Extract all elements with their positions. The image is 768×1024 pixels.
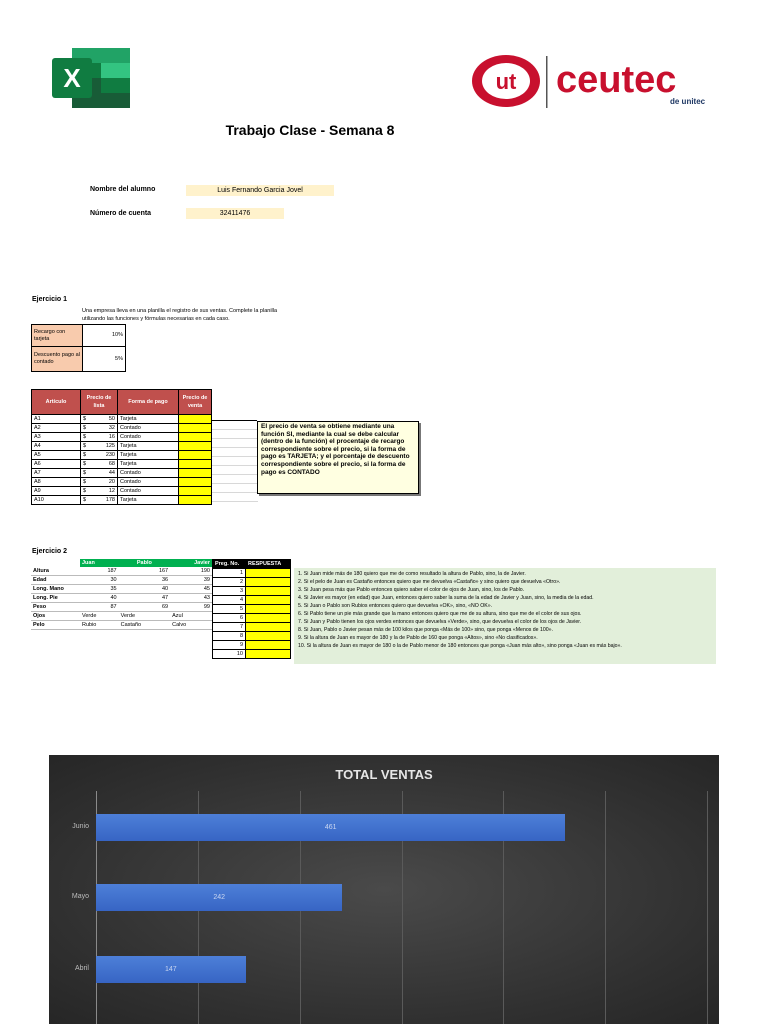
juan-value[interactable]: 35 xyxy=(80,585,119,594)
answer-cell[interactable] xyxy=(246,596,291,605)
table-row xyxy=(32,496,212,505)
price-cell[interactable]: 12 xyxy=(91,487,118,496)
gridline xyxy=(605,791,606,1024)
table-row xyxy=(213,623,291,632)
table-row xyxy=(32,487,212,496)
sale-price-cell[interactable] xyxy=(179,415,212,424)
rate-value[interactable]: 10% xyxy=(83,325,126,347)
pablo-value[interactable]: 167 xyxy=(119,567,171,576)
articulo-cell[interactable]: A3 xyxy=(32,433,81,442)
question-text: 8. Si Juan, Pablo o Javier pesan más de 100 kilos que ponga «Más de 100» sino, que ponga «Menos de 100». xyxy=(298,627,553,633)
sale-price-cell[interactable] xyxy=(179,424,212,433)
question-text: 3. Si Juan pesa más que Pablo entonces quiero saber el color de ojos de Juan, sino, los de Pablo. xyxy=(298,587,525,593)
articulo-cell[interactable]: A9 xyxy=(32,487,81,496)
attribute-label: Edad xyxy=(31,576,80,585)
attribute-label: Pelo xyxy=(31,621,80,630)
javier-value[interactable]: 99 xyxy=(170,603,212,612)
name-pablo: Pablo xyxy=(119,559,171,567)
answer-cell[interactable] xyxy=(246,578,291,587)
col-header-forma-pago: Forma de pago xyxy=(118,390,179,415)
sale-price-cell[interactable] xyxy=(179,469,212,478)
svg-text:X: X xyxy=(63,63,81,93)
table-row xyxy=(32,460,212,469)
answers-table xyxy=(212,559,291,659)
javier-value[interactable]: Azul xyxy=(170,612,212,621)
question-text: 4. Si Javier es mayor (en edad) que Juan, entonces quiero saber la suma de la edad de Javier y Juan, sino, la media de la edad. xyxy=(298,595,594,601)
price-cell[interactable]: 44 xyxy=(91,469,118,478)
table-row xyxy=(32,415,212,424)
pablo-value[interactable]: 36 xyxy=(119,576,171,585)
question-number: 2 xyxy=(213,578,246,587)
table-row xyxy=(31,567,212,576)
question-text: 5. Si Juan o Pablo son Rubios entonces quiero que devuelva «OK», sino, «NO OK». xyxy=(298,603,493,609)
answer-cell[interactable] xyxy=(246,569,291,578)
payment-cell[interactable]: Contado xyxy=(118,433,179,442)
answer-cell[interactable] xyxy=(246,641,291,650)
bar-abril xyxy=(96,956,246,983)
bar-value-label: 242 xyxy=(213,894,226,901)
currency-cell[interactable]: $ xyxy=(81,460,92,469)
question-number: 6 xyxy=(213,614,246,623)
ex1-desc-line1: Una empresa lleva en una planilla el registro de sus ventas. Complete la planilla xyxy=(82,308,278,314)
answer-cell[interactable] xyxy=(246,632,291,641)
sale-price-cell[interactable] xyxy=(179,478,212,487)
question-text: 10. Si la altura de Juan es mayor de 180 o la de Pablo menor de 180 entonces que ponga «Juan más alto», sino ponga «Juan es más bajo». xyxy=(298,643,622,649)
articulo-cell[interactable]: A1 xyxy=(32,415,81,424)
articulo-cell[interactable]: A4 xyxy=(32,442,81,451)
table-row xyxy=(32,478,212,487)
price-cell[interactable]: 50 xyxy=(91,415,118,424)
answer-cell[interactable] xyxy=(246,587,291,596)
people-table xyxy=(31,559,212,630)
payment-cell[interactable]: Tarjeta xyxy=(118,451,179,460)
category-label: Junio xyxy=(72,823,89,830)
category-label: Abril xyxy=(74,965,89,972)
sale-price-cell[interactable] xyxy=(179,433,212,442)
table-row xyxy=(32,469,212,478)
name-value: Luis Fernando Garcia Jovel xyxy=(186,185,334,196)
price-cell[interactable]: 178 xyxy=(91,496,118,505)
juan-value[interactable]: Verde xyxy=(80,612,119,621)
table-row xyxy=(31,585,212,594)
pablo-value[interactable]: Verde xyxy=(119,612,171,621)
currency-cell[interactable]: $ xyxy=(81,496,92,505)
attribute-label: Ojos xyxy=(31,612,80,621)
question-number: 7 xyxy=(213,623,246,632)
instruction-note: El precio de venta se obtiene mediante una función SI, mediante la cual se debe calcular (dentro de la función) el procentaje de recargo correspondiente sobre el precio, si la forma de pago es TARJETA; y el porcentaje de descuento correspondiente sobre el precio, si la forma de pago es CONTADO xyxy=(257,421,419,494)
table-row xyxy=(213,632,291,641)
bar-value-label: 461 xyxy=(324,824,337,831)
price-cell[interactable]: 125 xyxy=(91,442,118,451)
juan-value[interactable]: 187 xyxy=(80,567,119,576)
answer-cell[interactable] xyxy=(246,614,291,623)
question-number: 3 xyxy=(213,587,246,596)
table-row xyxy=(31,594,212,603)
articulo-cell[interactable]: A8 xyxy=(32,478,81,487)
attribute-label: Peso xyxy=(31,603,80,612)
table-row xyxy=(213,569,291,578)
logo-ceutec-text: ceutec xyxy=(556,59,677,101)
col-header-articulo: Artículo xyxy=(32,390,81,415)
price-cell[interactable]: 16 xyxy=(91,433,118,442)
questions-box xyxy=(294,568,716,664)
price-cell[interactable]: 68 xyxy=(91,460,118,469)
ex2-title: Ejercicio 2 xyxy=(32,548,68,555)
sale-price-cell[interactable] xyxy=(179,487,212,496)
ceutec-logo xyxy=(470,52,720,112)
currency-cell[interactable]: $ xyxy=(81,415,92,424)
account-value: 32411476 xyxy=(186,208,284,219)
currency-cell[interactable]: $ xyxy=(81,442,92,451)
question-number: 1 xyxy=(213,569,246,578)
payment-cell[interactable]: Contado xyxy=(118,478,179,487)
question-text: 7. Si Juan y Pablo tienen los ojos verdes entonces que devuelva «Verde», sino, que devuelva el color de los ojos de Javier. xyxy=(298,619,582,625)
table-row xyxy=(213,605,291,614)
rate-value[interactable]: 5% xyxy=(83,347,126,372)
answer-cell[interactable] xyxy=(246,650,291,659)
currency-cell[interactable]: $ xyxy=(81,433,92,442)
name-label: Nombre del alumno xyxy=(90,186,156,193)
answer-cell[interactable] xyxy=(246,605,291,614)
bar-value-label: 147 xyxy=(165,966,177,973)
table-row xyxy=(213,587,291,596)
question-text: 1. Si Juan mide más de 180 quiero que me de como resultado la altura de Pablo, sino, la de Javier. xyxy=(298,571,526,577)
empty-grid-cells xyxy=(212,421,258,510)
question-text: 6. Si Pablo tiene un pie más grande que la mano entonces quiero que me de su altura, sino que me de el color de sus ojos. xyxy=(298,611,582,617)
note-connector-line xyxy=(212,420,257,421)
payment-cell[interactable]: Tarjeta xyxy=(118,415,179,424)
sale-price-cell[interactable] xyxy=(179,496,212,505)
price-cell[interactable]: 20 xyxy=(91,478,118,487)
table-row xyxy=(213,614,291,623)
pablo-value[interactable]: 69 xyxy=(119,603,171,612)
currency-cell[interactable]: $ xyxy=(81,478,92,487)
question-number: 9 xyxy=(213,641,246,650)
payment-cell[interactable]: Contado xyxy=(118,424,179,433)
javier-value[interactable]: 190 xyxy=(170,567,212,576)
attribute-label: Long. Pie xyxy=(31,594,80,603)
bar-junio xyxy=(96,814,565,841)
currency-cell[interactable]: $ xyxy=(81,487,92,496)
javier-value[interactable]: 43 xyxy=(170,594,212,603)
logo-ut-text: ut xyxy=(495,69,517,94)
payment-cell[interactable]: Tarjeta xyxy=(118,442,179,451)
question-number: 5 xyxy=(213,605,246,614)
articulo-cell[interactable]: A6 xyxy=(32,460,81,469)
gridline xyxy=(707,791,708,1024)
excel-logo-icon xyxy=(52,48,132,108)
payment-cell[interactable]: Contado xyxy=(118,469,179,478)
table-row xyxy=(31,576,212,585)
juan-value[interactable]: 40 xyxy=(80,594,119,603)
payment-cell[interactable]: Contado xyxy=(118,487,179,496)
name-juan: Juan xyxy=(80,559,119,567)
table-row xyxy=(31,621,212,630)
preg-header: Preg. No. xyxy=(213,560,246,569)
question-number: 4 xyxy=(213,596,246,605)
resp-header: RESPUESTA xyxy=(246,560,291,569)
payment-cell[interactable]: Tarjeta xyxy=(118,460,179,469)
pablo-value[interactable]: 40 xyxy=(119,585,171,594)
col-header-precio-lista: Precio de lista xyxy=(81,390,118,415)
articulo-cell[interactable]: A10 xyxy=(32,496,81,505)
attribute-label: Long. Mano xyxy=(31,585,80,594)
chart-title: TOTAL VENTAS xyxy=(335,767,433,782)
table-row xyxy=(213,578,291,587)
table-row xyxy=(213,641,291,650)
javier-value[interactable]: 39 xyxy=(170,576,212,585)
price-cell[interactable]: 230 xyxy=(91,451,118,460)
javier-value[interactable]: Calvo xyxy=(170,621,212,630)
table-row xyxy=(31,612,212,621)
payment-cell[interactable]: Tarjeta xyxy=(118,496,179,505)
sale-price-cell[interactable] xyxy=(179,451,212,460)
rate-label: Descuento pago al contado xyxy=(32,347,83,372)
currency-cell[interactable]: $ xyxy=(81,424,92,433)
table-row xyxy=(32,442,212,451)
table-row xyxy=(32,433,212,442)
sale-price-cell[interactable] xyxy=(179,442,212,451)
juan-value[interactable]: Rubio xyxy=(80,621,119,630)
sales-table xyxy=(31,389,212,505)
rates-table xyxy=(31,324,126,372)
table-row xyxy=(213,650,291,659)
answer-cell[interactable] xyxy=(246,623,291,632)
question-number: 10 xyxy=(213,650,246,659)
juan-value[interactable]: 30 xyxy=(80,576,119,585)
question-number: 8 xyxy=(213,632,246,641)
pablo-value[interactable]: Castaño xyxy=(119,621,171,630)
category-label: Mayo xyxy=(71,893,89,900)
total-ventas-chart xyxy=(49,755,719,1024)
currency-cell[interactable]: $ xyxy=(81,469,92,478)
currency-cell[interactable]: $ xyxy=(81,451,92,460)
juan-value[interactable]: 87 xyxy=(80,603,119,612)
name-javier: Javier xyxy=(170,559,212,567)
price-cell[interactable]: 32 xyxy=(91,424,118,433)
articulo-cell[interactable]: A5 xyxy=(32,451,81,460)
attribute-label: Altura xyxy=(31,567,80,576)
pablo-value[interactable]: 47 xyxy=(119,594,171,603)
logo-sub-text: de unitec xyxy=(670,97,706,106)
page-title: Trabajo Clase - Semana 8 xyxy=(225,122,395,138)
javier-value[interactable]: 45 xyxy=(170,585,212,594)
articulo-cell[interactable]: A2 xyxy=(32,424,81,433)
question-text: 9. Si la altura de Juan es mayor de 180 y la de Pablo de 160 que ponga «Altos», sino «No clasificados». xyxy=(298,635,538,641)
bar-mayo xyxy=(96,884,342,911)
table-row xyxy=(32,424,212,433)
articulo-cell[interactable]: A7 xyxy=(32,469,81,478)
ex1-title: Ejercicio 1 xyxy=(32,296,68,303)
table-row xyxy=(213,596,291,605)
ex1-desc-line2: utilizando las funciones y fórmulas necesarias en cada caso. xyxy=(82,316,230,322)
question-text: 2. Si el pelo de Juan es Castaño entonces quiero que me devuelva «Castaño» y sino quiero que devuelva «Otro». xyxy=(298,579,561,585)
account-label: Número de cuenta xyxy=(90,210,152,217)
col-header-precio-venta: Precio de venta xyxy=(179,390,212,415)
sale-price-cell[interactable] xyxy=(179,460,212,469)
table-row xyxy=(32,451,212,460)
table-row xyxy=(31,603,212,612)
rate-label: Recargo con tarjeta xyxy=(32,325,83,347)
header-blank xyxy=(31,559,80,567)
